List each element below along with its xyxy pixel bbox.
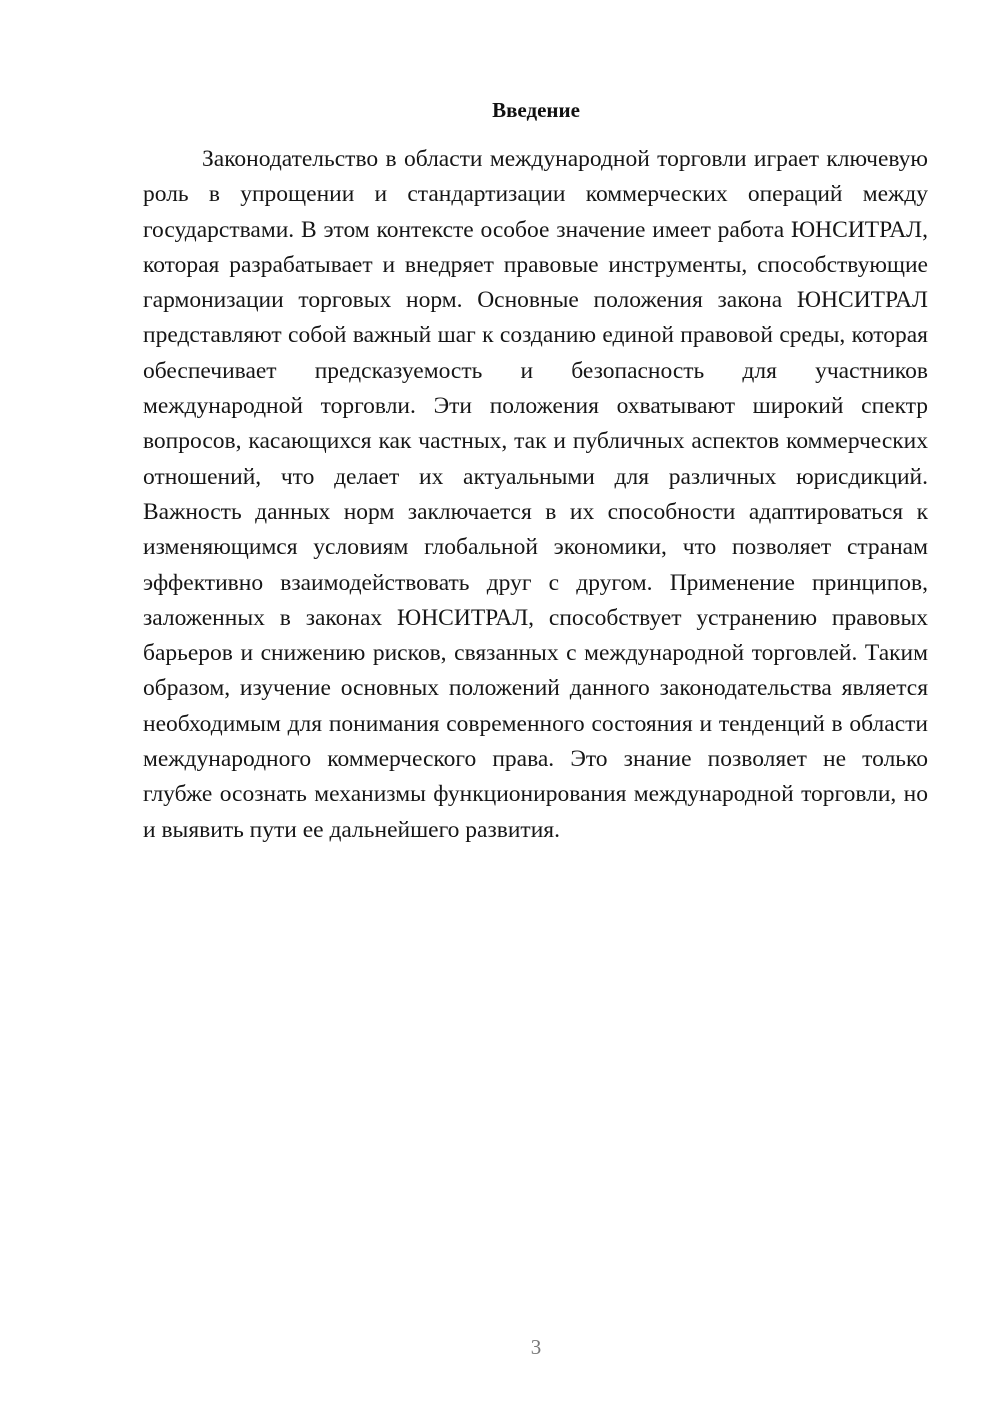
intro-paragraph: Законодательство в области международной торговли играет ключевую роль в упрощении и стандартизации коммерческих операций между государствами. В этом контексте особое значение имеет работа ЮНСИТРАЛ, которая разрабатывает и внедряет правовые инструменты, способствующие гармонизации торговых норм. Основные положения закона ЮНСИТРАЛ представляют собой важный шаг к созданию единой правовой среды, которая обеспечивает предсказуемость и безопасность для участников международной торговли. Эти положения охватывают широкий спектр вопросов, касающихся как частных, так и публичных аспектов коммерческих отношений, что делает их актуальными для различных юрисдикций. Важность данных норм заключается в их способности адаптироваться к изменяющимся условиям глобальной экономики, что позволяет странам эффективно взаимодействовать друг с другом. Применение принципов, заложенных в законах ЮНСИТРАЛ, способствует устранению правовых барьеров и снижению рисков, связанных с международной торговлей. Таким образом, изучение основных положений данного законодательства является необходимым для понимания современного состояния и тенденций в области международного коммерческого права. Это знание позволяет не только глубже осознать механизмы функционирования международной торговли, но и выявить пути ее дальнейшего развития. — [143, 146, 928, 843]
page-number: 3 — [530, 1335, 542, 1359]
section-heading: Введение — [492, 98, 580, 122]
